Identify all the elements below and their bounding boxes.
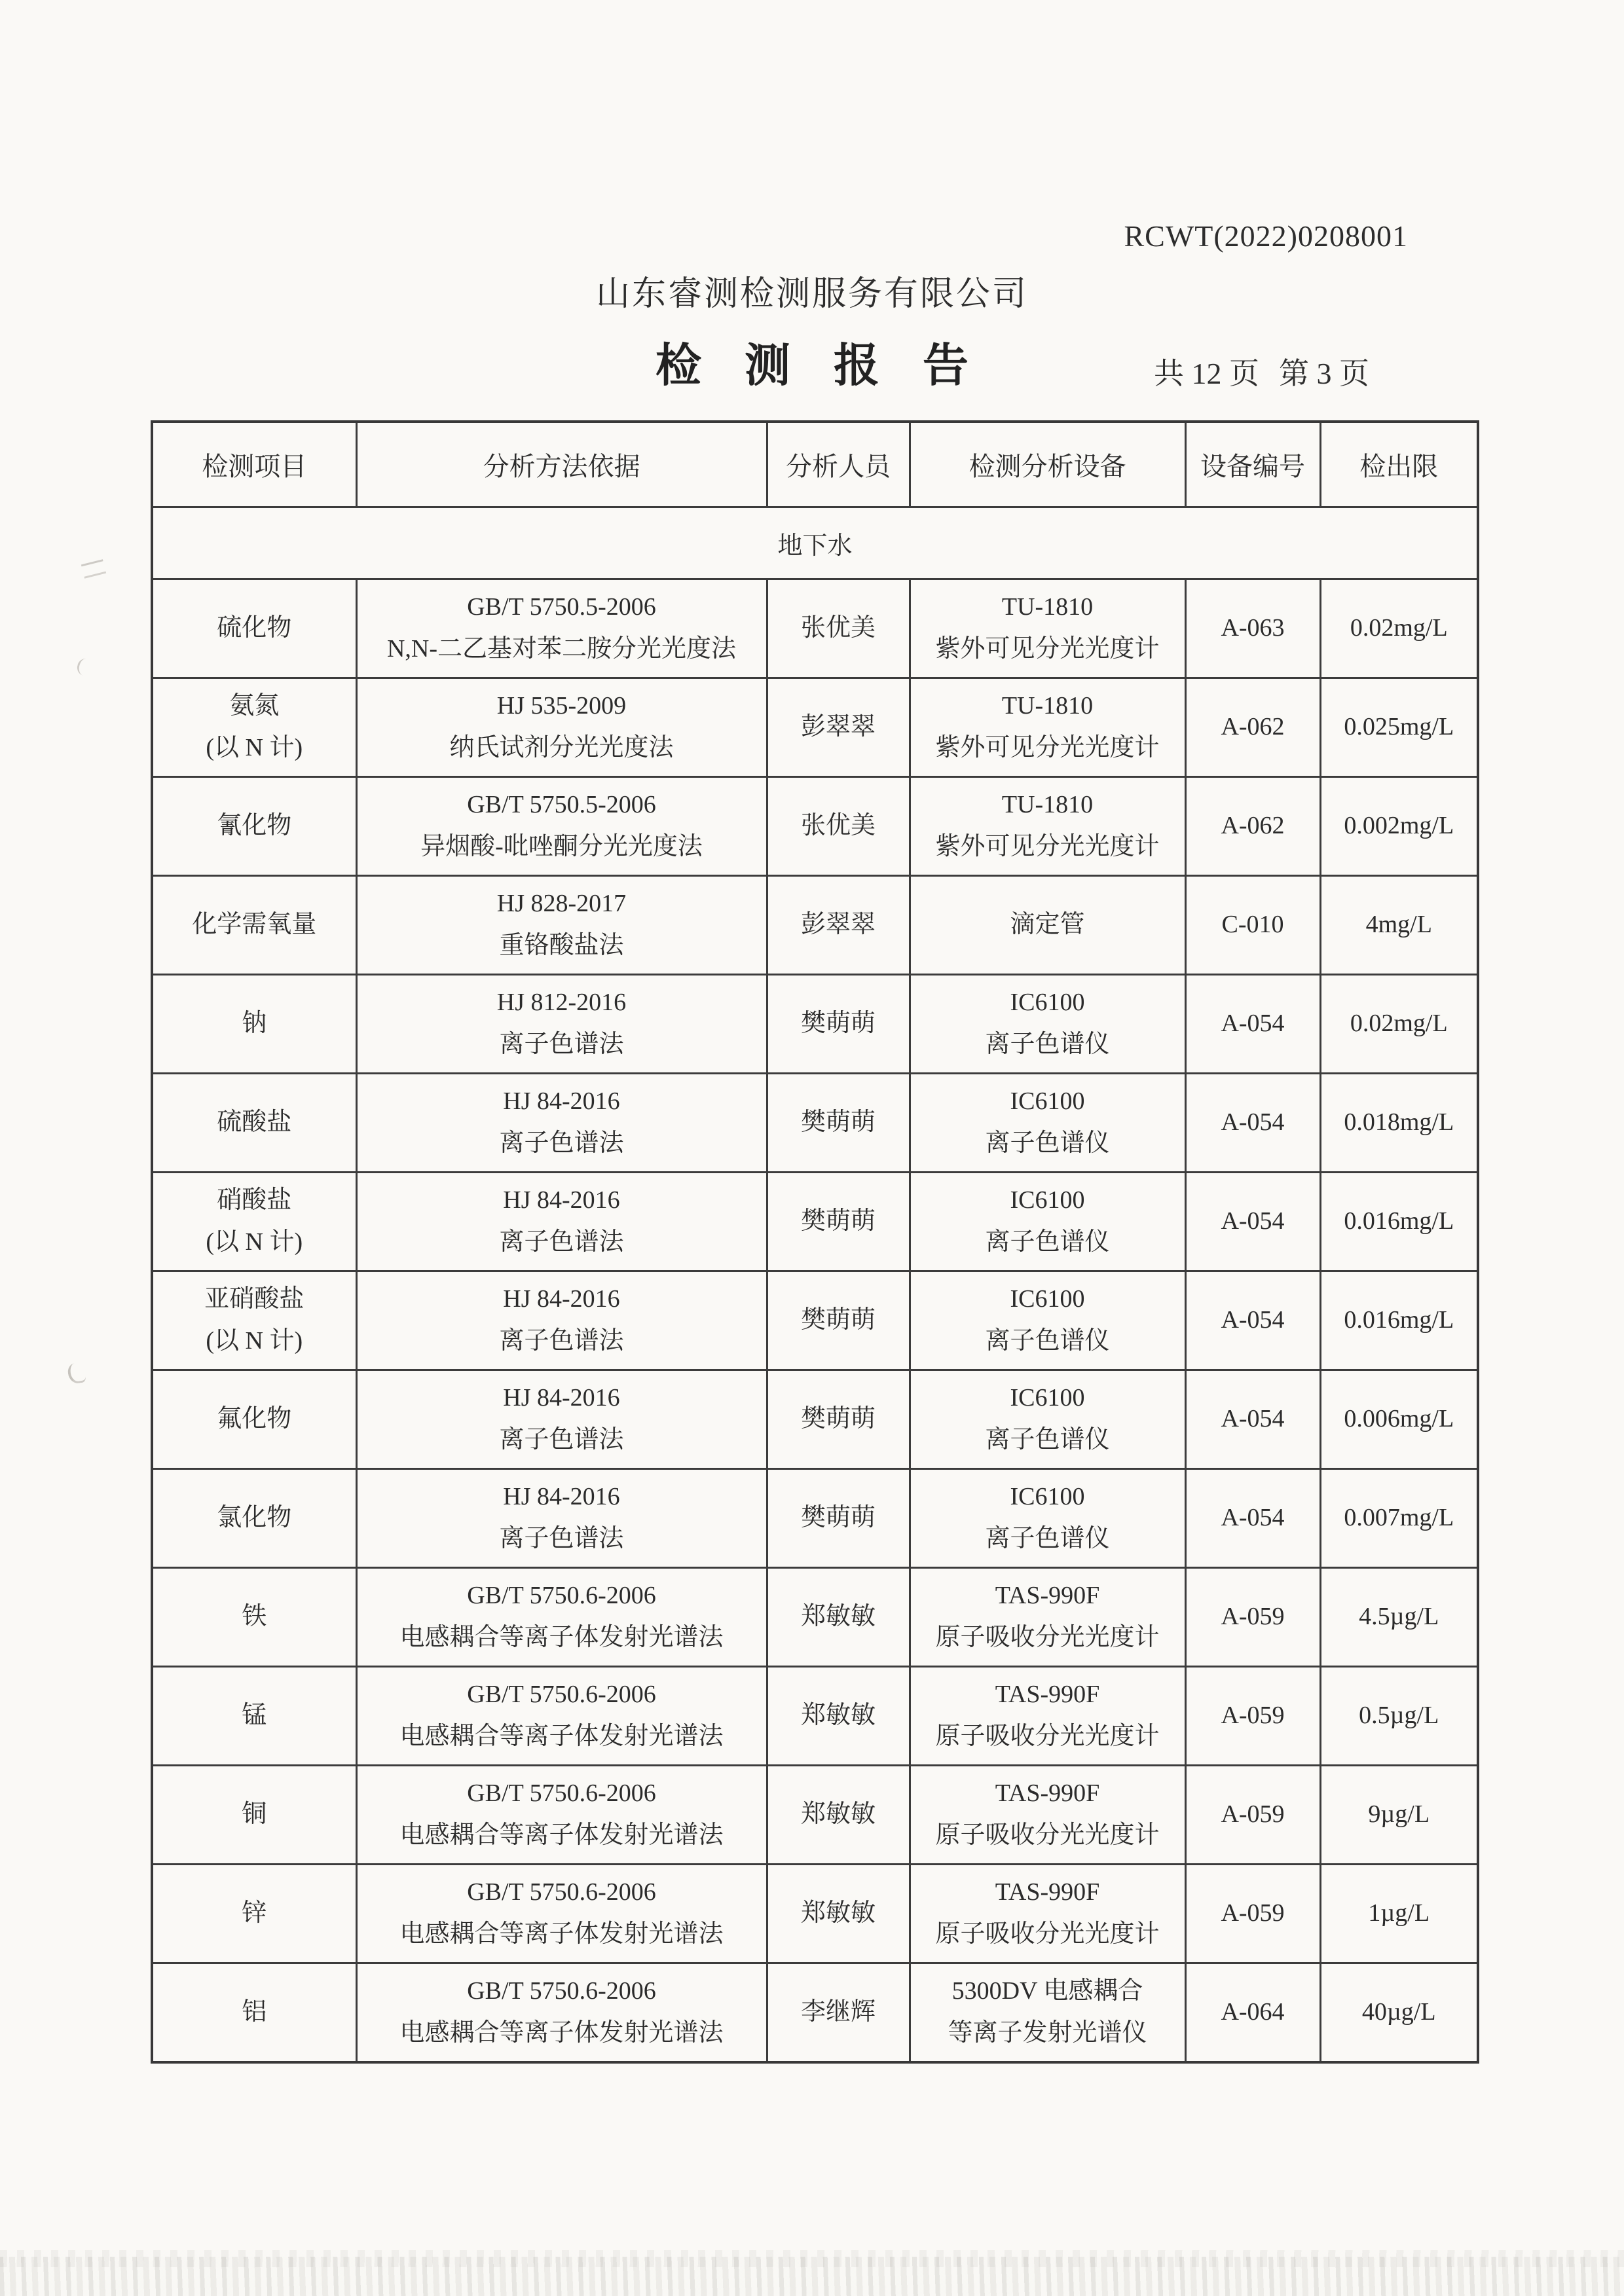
- method-cell: [356, 1172, 767, 1271]
- col-header-equipment-id: 设备编号: [1185, 422, 1320, 507]
- cell-text: 原子吸收分光光度计: [935, 1821, 1160, 1849]
- cell-text: 郑敏敏: [800, 1602, 876, 1630]
- cell-text: C-010: [1221, 910, 1284, 938]
- method-cell: [356, 974, 767, 1073]
- table-row: [152, 1370, 1478, 1468]
- cell-text: 0.5µg/L: [1359, 1701, 1439, 1729]
- cell-text: 离子色谱仪: [985, 1129, 1110, 1157]
- cell-text: TU-1810: [1001, 790, 1094, 818]
- cell-text: 樊萌萌: [800, 1009, 876, 1037]
- item-cell: [152, 1172, 356, 1271]
- cell-text: TAS-990F: [995, 1878, 1100, 1906]
- scan-artifact: [67, 1362, 86, 1384]
- cell-text: 原子吸收分光光度计: [935, 1920, 1160, 1948]
- equipment-cell: [910, 1073, 1185, 1172]
- cell-text: 离子色谱仪: [985, 1326, 1110, 1355]
- cell-text: 离子色谱仪: [985, 1524, 1110, 1552]
- cell-text: 异烟酸-吡唑酮分光光度法: [420, 832, 703, 860]
- analyst-cell: [767, 974, 910, 1073]
- equipment-id-cell: [1185, 1765, 1320, 1864]
- analyst-cell: [767, 1271, 910, 1370]
- cell-text: GB/T 5750.5-2006: [467, 592, 656, 621]
- table-row: [152, 1271, 1478, 1370]
- cell-text: 彭翠翠: [800, 910, 876, 938]
- cell-text: IC6100: [1010, 988, 1085, 1016]
- item-cell: [152, 1666, 356, 1765]
- cell-text: 亚硝酸盐: [204, 1285, 304, 1313]
- equipment-id-cell: [1185, 1567, 1320, 1666]
- cell-text: 4mg/L: [1365, 910, 1432, 938]
- equipment-id-cell: [1185, 678, 1320, 776]
- cell-text: 0.018mg/L: [1344, 1108, 1454, 1136]
- cell-text: GB/T 5750.6-2006: [467, 1680, 656, 1708]
- scanner-noise-band: [0, 2257, 1624, 2296]
- pagination-total: 共 12 页: [1154, 357, 1259, 390]
- cell-text: TU-1810: [1001, 691, 1094, 720]
- cell-text: 紫外可见分光光度计: [935, 634, 1160, 663]
- cell-text: 紫外可见分光光度计: [935, 832, 1160, 860]
- detection-limit-cell: [1320, 1567, 1478, 1666]
- cell-text: 铝: [242, 1997, 267, 2026]
- cell-text: A-059: [1221, 1602, 1285, 1630]
- item-cell: [152, 1468, 356, 1567]
- equipment-cell: [910, 1271, 1185, 1370]
- cell-text: 铜: [242, 1800, 267, 1828]
- cell-text: 9µg/L: [1368, 1800, 1430, 1828]
- analyst-cell: [767, 1963, 910, 2062]
- cell-text: 离子色谱法: [499, 1030, 624, 1058]
- cell-text: 锌: [242, 1899, 267, 1927]
- item-cell: [152, 1864, 356, 1963]
- cell-text: 郑敏敏: [800, 1800, 876, 1828]
- cell-text: 氯化物: [217, 1503, 292, 1531]
- report-number: RCWT(2022)0208001: [1124, 219, 1408, 253]
- cell-text: IC6100: [1010, 1285, 1085, 1313]
- cell-text: 氨氮: [229, 691, 280, 720]
- cell-text: 彭翠翠: [800, 712, 876, 740]
- cell-text: 紫外可见分光光度计: [935, 733, 1160, 761]
- scan-artifact: [76, 657, 94, 677]
- item-cell: [152, 1073, 356, 1172]
- cell-text: 郑敏敏: [800, 1701, 876, 1729]
- equipment-cell: [910, 1370, 1185, 1468]
- cell-text: 李继辉: [800, 1997, 876, 2026]
- cell-text: TU-1810: [1001, 592, 1094, 621]
- cell-text: 5300DV 电感耦合: [951, 1977, 1143, 2005]
- cell-text: IC6100: [1010, 1383, 1085, 1412]
- table-row: [152, 1963, 1478, 2062]
- table-row: [152, 1172, 1478, 1271]
- cell-text: HJ 84-2016: [503, 1383, 620, 1412]
- equipment-cell: [910, 1468, 1185, 1567]
- cell-text: 电感耦合等离子体发射光谱法: [399, 1920, 724, 1948]
- cell-text: A-064: [1221, 1997, 1285, 2026]
- cell-text: 张优美: [800, 613, 876, 642]
- cell-text: (以 N 计): [206, 1228, 303, 1256]
- col-header-detection-limit: 检出限: [1320, 422, 1478, 507]
- table-row: [152, 776, 1478, 875]
- detection-limit-cell: [1320, 974, 1478, 1073]
- equipment-cell: [910, 1172, 1185, 1271]
- cell-text: 离子色谱法: [499, 1228, 624, 1256]
- cell-text: 0.007mg/L: [1344, 1503, 1454, 1531]
- test-report-table: [151, 420, 1477, 2064]
- cell-text: A-062: [1221, 811, 1285, 839]
- cell-text: 等离子发射光谱仪: [948, 2018, 1147, 2047]
- equipment-id-cell: [1185, 1666, 1320, 1765]
- table-row: [152, 1073, 1478, 1172]
- cell-text: 纳氏试剂分光光度法: [449, 733, 674, 761]
- cell-text: A-054: [1221, 1305, 1285, 1334]
- cell-text: 电感耦合等离子体发射光谱法: [399, 1821, 724, 1849]
- cell-text: HJ 84-2016: [503, 1482, 620, 1510]
- cell-text: IC6100: [1010, 1482, 1085, 1510]
- pagination-current: 第 3 页: [1279, 357, 1369, 390]
- method-cell: [356, 1963, 767, 2062]
- cell-text: 化学需氧量: [192, 910, 317, 938]
- detection-limit-cell: [1320, 1864, 1478, 1963]
- equipment-id-cell: [1185, 1864, 1320, 1963]
- detection-limit-cell: [1320, 678, 1478, 776]
- cell-text: 离子色谱仪: [985, 1228, 1110, 1256]
- cell-text: 樊萌萌: [800, 1108, 876, 1136]
- cell-text: (以 N 计): [206, 1326, 303, 1355]
- cell-text: GB/T 5750.6-2006: [467, 1779, 656, 1807]
- equipment-id-cell: [1185, 579, 1320, 678]
- equipment-cell: [910, 1666, 1185, 1765]
- method-cell: [356, 1073, 767, 1172]
- cell-text: (以 N 计): [206, 733, 303, 761]
- cell-text: 樊萌萌: [800, 1305, 876, 1334]
- analyst-cell: [767, 579, 910, 678]
- analyst-cell: [767, 1172, 910, 1271]
- cell-text: 离子色谱仪: [985, 1030, 1110, 1058]
- detection-limit-cell: [1320, 1172, 1478, 1271]
- cell-text: A-054: [1221, 1503, 1285, 1531]
- item-cell: [152, 1567, 356, 1666]
- cell-text: 原子吸收分光光度计: [935, 1722, 1160, 1750]
- table-row: [152, 1468, 1478, 1567]
- equipment-cell: [910, 1864, 1185, 1963]
- equipment-cell: [910, 776, 1185, 875]
- detection-limit-cell: [1320, 875, 1478, 974]
- cell-text: 硝酸盐: [217, 1186, 292, 1214]
- cell-text: A-059: [1221, 1701, 1285, 1729]
- cell-text: 电感耦合等离子体发射光谱法: [399, 1623, 724, 1651]
- equipment-cell: [910, 1963, 1185, 2062]
- cell-text: TAS-990F: [995, 1680, 1100, 1708]
- section-label: 地下水: [152, 507, 1478, 579]
- company-name: 山东睿测检测服务有限公司: [595, 276, 1028, 313]
- cell-text: 钠: [242, 1009, 267, 1037]
- equipment-cell: [910, 875, 1185, 974]
- cell-text: 郑敏敏: [800, 1899, 876, 1927]
- cell-text: 重铬酸盐法: [499, 931, 624, 959]
- table-row: [152, 1567, 1478, 1666]
- equipment-cell: [910, 1765, 1185, 1864]
- equipment-id-cell: [1185, 1963, 1320, 2062]
- table-row: [152, 579, 1478, 678]
- cell-text: 铁: [242, 1602, 267, 1630]
- col-header-analyst: 分析人员: [767, 422, 910, 507]
- cell-text: 0.002mg/L: [1344, 811, 1454, 839]
- equipment-id-cell: [1185, 1370, 1320, 1468]
- cell-text: A-063: [1221, 613, 1285, 642]
- analyst-cell: [767, 1666, 910, 1765]
- equipment-id-cell: [1185, 1172, 1320, 1271]
- cell-text: GB/T 5750.6-2006: [467, 1581, 656, 1609]
- cell-text: 樊萌萌: [800, 1503, 876, 1531]
- equipment-cell: [910, 1567, 1185, 1666]
- item-cell: [152, 875, 356, 974]
- analyst-cell: [767, 875, 910, 974]
- method-cell: [356, 678, 767, 776]
- cell-text: 离子色谱法: [499, 1425, 624, 1453]
- cell-text: A-054: [1221, 1207, 1285, 1235]
- report-title: 检测报告: [655, 341, 1012, 392]
- method-cell: [356, 1765, 767, 1864]
- table-header-row: [152, 422, 1478, 507]
- cell-text: 4.5µg/L: [1359, 1602, 1439, 1630]
- cell-text: 硫化物: [217, 613, 292, 642]
- item-cell: [152, 1271, 356, 1370]
- cell-text: 0.016mg/L: [1344, 1207, 1454, 1235]
- cell-text: 离子色谱法: [499, 1129, 624, 1157]
- cell-text: A-054: [1221, 1404, 1285, 1432]
- cell-text: 滴定管: [1010, 910, 1085, 938]
- cell-text: HJ 828-2017: [496, 889, 627, 917]
- table-row: [152, 1765, 1478, 1864]
- method-cell: [356, 1864, 767, 1963]
- cell-text: HJ 535-2009: [496, 691, 627, 720]
- detection-limit-cell: [1320, 1765, 1478, 1864]
- report-table-body: [152, 507, 1478, 2062]
- cell-text: 40µg/L: [1361, 1997, 1436, 2026]
- cell-text: 0.02mg/L: [1350, 1009, 1448, 1037]
- detection-limit-cell: [1320, 1468, 1478, 1567]
- pagination: [1154, 350, 1369, 393]
- table-row: [152, 875, 1478, 974]
- cell-text: N,N-二乙基对苯二胺分光光度法: [386, 634, 737, 663]
- item-cell: [152, 1370, 356, 1468]
- equipment-cell: [910, 678, 1185, 776]
- cell-text: 0.006mg/L: [1344, 1404, 1454, 1432]
- cell-text: IC6100: [1010, 1186, 1085, 1214]
- equipment-id-cell: [1185, 1271, 1320, 1370]
- table-row: [152, 974, 1478, 1073]
- detection-limit-cell: [1320, 1370, 1478, 1468]
- equipment-id-cell: [1185, 1073, 1320, 1172]
- equipment-id-cell: [1185, 974, 1320, 1073]
- method-cell: [356, 1666, 767, 1765]
- cell-text: HJ 84-2016: [503, 1285, 620, 1313]
- cell-text: 氰化物: [217, 811, 292, 839]
- analyst-cell: [767, 1073, 910, 1172]
- method-cell: [356, 1567, 767, 1666]
- analyst-cell: [767, 1370, 910, 1468]
- method-cell: [356, 875, 767, 974]
- cell-text: 电感耦合等离子体发射光谱法: [399, 2018, 724, 2047]
- item-cell: [152, 678, 356, 776]
- item-cell: [152, 974, 356, 1073]
- cell-text: 0.02mg/L: [1350, 613, 1448, 642]
- cell-text: 锰: [242, 1701, 267, 1729]
- method-cell: [356, 1271, 767, 1370]
- item-cell: [152, 579, 356, 678]
- method-cell: [356, 1370, 767, 1468]
- detection-limit-cell: [1320, 1963, 1478, 2062]
- item-cell: [152, 776, 356, 875]
- detection-limit-cell: [1320, 1666, 1478, 1765]
- cell-text: TAS-990F: [995, 1581, 1100, 1609]
- equipment-id-cell: [1185, 776, 1320, 875]
- cell-text: 氟化物: [217, 1404, 292, 1432]
- cell-text: 原子吸收分光光度计: [935, 1623, 1160, 1651]
- analyst-cell: [767, 1567, 910, 1666]
- equipment-cell: [910, 579, 1185, 678]
- cell-text: A-062: [1221, 712, 1285, 740]
- cell-text: 樊萌萌: [800, 1404, 876, 1432]
- cell-text: TAS-990F: [995, 1779, 1100, 1807]
- method-cell: [356, 1468, 767, 1567]
- cell-text: HJ 84-2016: [503, 1087, 620, 1115]
- detection-limit-cell: [1320, 579, 1478, 678]
- cell-text: A-054: [1221, 1108, 1285, 1136]
- col-header-equipment: 检测分析设备: [910, 422, 1185, 507]
- analyst-cell: [767, 776, 910, 875]
- cell-text: 1µg/L: [1368, 1899, 1430, 1927]
- cell-text: 离子色谱仪: [985, 1425, 1110, 1453]
- cell-text: 0.016mg/L: [1344, 1305, 1454, 1334]
- cell-text: HJ 812-2016: [496, 988, 627, 1016]
- cell-text: GB/T 5750.5-2006: [467, 790, 656, 818]
- item-cell: [152, 1963, 356, 2062]
- cell-text: 张优美: [800, 811, 876, 839]
- cell-text: 硫酸盐: [217, 1108, 292, 1136]
- analyst-cell: [767, 1765, 910, 1864]
- detection-limit-cell: [1320, 1073, 1478, 1172]
- cell-text: HJ 84-2016: [503, 1186, 620, 1214]
- cell-text: 樊萌萌: [800, 1207, 876, 1235]
- scan-artifact: [81, 559, 106, 579]
- equipment-id-cell: [1185, 1468, 1320, 1567]
- cell-text: A-059: [1221, 1899, 1285, 1927]
- cell-text: 离子色谱法: [499, 1524, 624, 1552]
- cell-text: GB/T 5750.6-2006: [467, 1977, 656, 2005]
- section-row: [152, 507, 1478, 579]
- cell-text: A-059: [1221, 1800, 1285, 1828]
- item-cell: [152, 1765, 356, 1864]
- detection-limit-cell: [1320, 776, 1478, 875]
- table-row: [152, 1666, 1478, 1765]
- table-row: [152, 678, 1478, 776]
- equipment-id-cell: [1185, 875, 1320, 974]
- cell-text: 0.025mg/L: [1344, 712, 1454, 740]
- cell-text: 电感耦合等离子体发射光谱法: [399, 1722, 724, 1750]
- analyst-cell: [767, 1864, 910, 1963]
- table-row: [152, 1864, 1478, 1963]
- analyst-cell: [767, 1468, 910, 1567]
- col-header-test-item: 检测项目: [152, 422, 356, 507]
- cell-text: 离子色谱法: [499, 1326, 624, 1355]
- analyst-cell: [767, 678, 910, 776]
- cell-text: GB/T 5750.6-2006: [467, 1878, 656, 1906]
- cell-text: IC6100: [1010, 1087, 1085, 1115]
- method-cell: [356, 776, 767, 875]
- method-cell: [356, 579, 767, 678]
- detection-limit-cell: [1320, 1271, 1478, 1370]
- col-header-method: 分析方法依据: [356, 422, 767, 507]
- cell-text: A-054: [1221, 1009, 1285, 1037]
- equipment-cell: [910, 974, 1185, 1073]
